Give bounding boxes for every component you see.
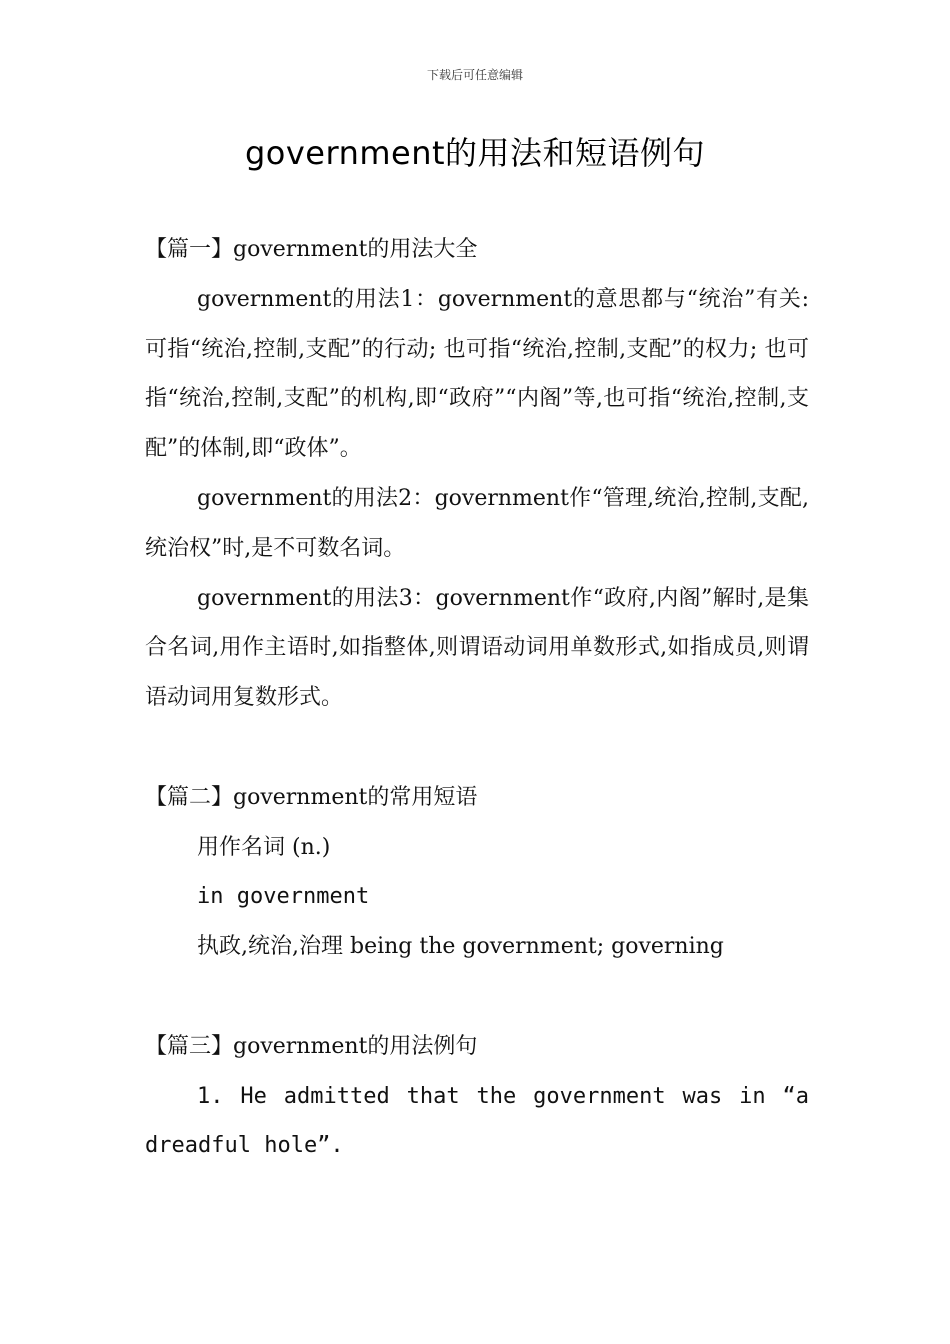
phrase-pos-line: 用作名词 (n.) xyxy=(197,834,331,860)
phrase-meaning-line: 执政,统治,治理 being the government; governing xyxy=(197,934,724,960)
usage-paragraph-1: government的用法1：government的意思都与“统治”有关:可指“统治,控制,支配”的行动; 也可指“统治,控制,支配”的权力; 也可指“统治,控制,支配”的机构,即“政府”“内阁”等,也可指“统治,控制,支配”的体制,即“政体”。 xyxy=(145,286,809,462)
document-body xyxy=(145,225,809,1171)
usage-paragraph-3: government的用法3：government作“政府,内阁”解时,是集合名词,用作主语时,如指整体,则谓语动词用单数形式,如指成员,则谓语动词用复数形式。 xyxy=(145,585,809,711)
section-gap xyxy=(145,723,809,773)
section-heading-3: 【篇三】government的用法例句 xyxy=(145,1033,478,1059)
phrase-line: in government xyxy=(197,884,370,910)
section-heading-2: 【篇二】government的常用短语 xyxy=(145,784,478,810)
document-title: government的用法和短语例句 xyxy=(244,134,706,172)
header-note: 下载后可任意编辑 xyxy=(426,68,523,82)
section-heading-1: 【篇一】government的用法大全 xyxy=(145,237,478,262)
example-sentence-1: 1. He admitted that the government was in “a dreadful hole”. xyxy=(145,1083,809,1159)
usage-paragraph-2: government的用法2：government作“管理,统治,控制,支配,统治权”时,是不可数名词。 xyxy=(145,485,809,561)
section-gap xyxy=(145,972,809,1022)
